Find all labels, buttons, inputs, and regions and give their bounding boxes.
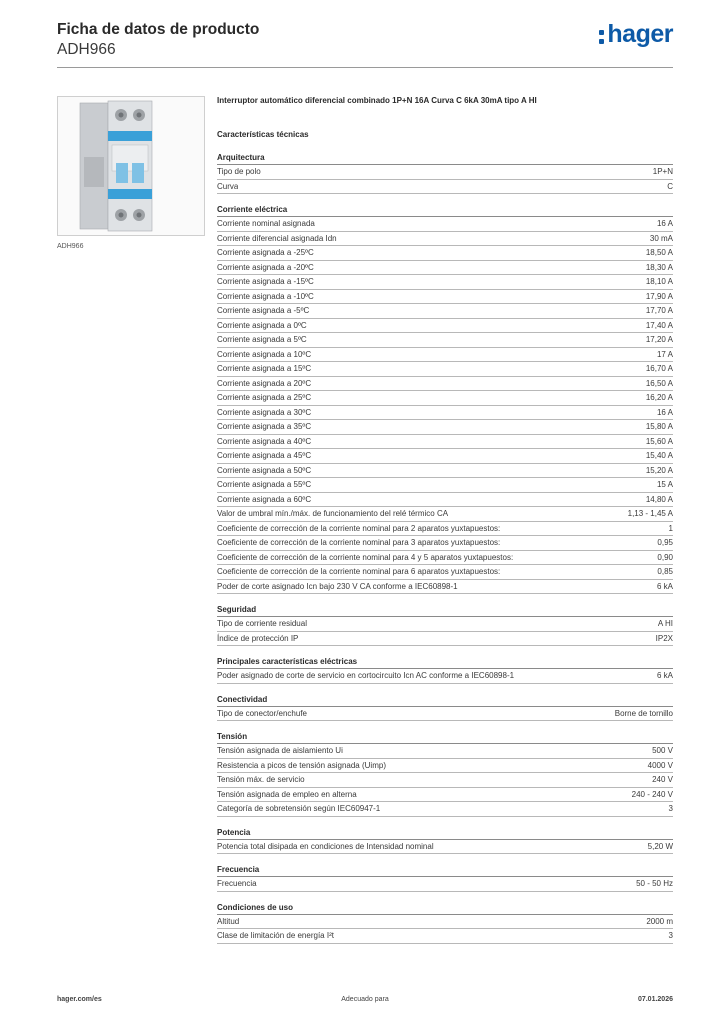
spec-value: IP2X — [655, 633, 673, 643]
page-title: Ficha de datos de producto — [57, 21, 260, 38]
spec-row — [217, 565, 673, 580]
section-title: Conectividad — [217, 693, 673, 707]
spec-value: 3 — [668, 931, 673, 940]
spec-value: 1P+N — [652, 167, 673, 176]
spec-label: Corriente diferencial asignada Idn — [217, 233, 337, 243]
page-header — [57, 20, 673, 60]
spec-label: Categoría de sobretensión según IEC60947-1 — [217, 804, 381, 813]
spec-label: Corriente asignada a -5ºC — [217, 306, 310, 315]
spec-section — [217, 655, 673, 684]
spec-label: Corriente asignada a 45ºC — [217, 451, 312, 460]
spec-section — [217, 151, 673, 194]
spec-row — [217, 759, 673, 774]
spec-label: Corriente nominal asignada — [217, 219, 315, 228]
spec-value: 14,80 A — [645, 494, 673, 504]
spec-value: 18,50 A — [645, 248, 673, 257]
spec-label: Tensión asignada de empleo en alterna — [217, 789, 357, 799]
spec-label: Tipo de corriente residual — [217, 619, 307, 628]
spec-label: Coeficiente de corrección de la corriente nominal para 2 aparatos yuxtapuestos: — [217, 523, 501, 533]
spec-row — [217, 522, 673, 537]
section-title: Tensión — [217, 730, 673, 744]
spec-row — [217, 580, 673, 595]
spec-row — [217, 304, 673, 319]
spec-label: Corriente asignada a -20ºC — [217, 262, 314, 272]
spec-label: Curva — [217, 181, 239, 191]
spec-value: 17,40 A — [645, 320, 673, 330]
spec-label: Corriente asignada a 15ºC — [217, 364, 312, 373]
spec-label: Coeficiente de corrección de la corriente nominal para 3 aparatos yuxtapuestos: — [217, 538, 501, 547]
spec-label: Corriente asignada a 55ºC — [217, 480, 312, 489]
spec-row — [217, 632, 673, 647]
spec-label: Corriente asignada a 30ºC — [217, 407, 312, 417]
spec-section — [217, 901, 673, 944]
spec-row — [217, 232, 673, 247]
spec-label: Altitud — [217, 916, 240, 926]
spec-label: Tipo de conector/enchufe — [217, 708, 307, 718]
spec-label: Corriente asignada a -25ºC — [217, 248, 314, 257]
spec-row — [217, 290, 673, 305]
spec-row — [217, 391, 673, 406]
spec-label: Corriente asignada a 60ºC — [217, 494, 312, 504]
spec-section — [217, 693, 673, 722]
spec-row — [217, 802, 673, 817]
spec-value: 30 mA — [649, 233, 673, 243]
spec-value: 1 — [668, 523, 673, 533]
spec-row — [217, 180, 673, 195]
spec-value: 15 A — [656, 480, 673, 489]
spec-row — [217, 773, 673, 788]
spec-label: Tensión asignada de aislamiento Ui — [217, 746, 343, 755]
spec-row — [217, 377, 673, 392]
spec-row — [217, 744, 673, 759]
spec-row — [217, 617, 673, 632]
spec-row — [217, 362, 673, 377]
spec-row — [217, 877, 673, 892]
spec-row — [217, 788, 673, 803]
spec-value: 16,20 A — [645, 393, 673, 402]
spec-label: Frecuencia — [217, 879, 257, 888]
header-divider — [57, 67, 673, 68]
product-image — [57, 96, 205, 236]
spec-value: 17 A — [656, 349, 673, 359]
spec-row — [217, 165, 673, 180]
footer-center-text: Adecuado para — [341, 996, 389, 1003]
spec-value: 500 V — [652, 746, 673, 755]
spec-label: Coeficiente de corrección de la corriente nominal para 4 y 5 aparatos yuxtapuestos: — [217, 552, 514, 562]
spec-value: 5,20 W — [647, 841, 673, 851]
spec-value: 17,90 A — [645, 291, 673, 301]
spec-sections — [217, 151, 673, 944]
spec-row — [217, 707, 673, 722]
spec-label: Tipo de polo — [217, 167, 261, 176]
spec-label: Corriente asignada a 20ºC — [217, 378, 312, 388]
spec-value: 6 kA — [656, 671, 673, 680]
spec-value: A HI — [657, 619, 673, 628]
section-title: Corriente eléctrica — [217, 203, 673, 217]
spec-label: Índice de protección IP — [217, 633, 299, 643]
spec-value: C — [667, 181, 673, 191]
spec-section — [217, 730, 673, 817]
spec-value: 0,85 — [657, 567, 673, 576]
spec-row — [217, 478, 673, 493]
spec-section — [217, 203, 673, 594]
image-caption: ADH966 — [57, 243, 84, 250]
spec-value: 15,60 A — [645, 436, 673, 446]
spec-value: 16,50 A — [645, 378, 673, 388]
spec-row — [217, 840, 673, 855]
spec-row — [217, 464, 673, 479]
spec-value: 0,90 — [657, 552, 673, 562]
section-title: Condiciones de uso — [217, 901, 673, 915]
spec-label: Corriente asignada a 50ºC — [217, 465, 312, 475]
spec-row — [217, 435, 673, 450]
spec-section — [217, 826, 673, 855]
spec-row — [217, 217, 673, 232]
footer-website: hager.com/es — [57, 996, 102, 1003]
spec-row — [217, 261, 673, 276]
spec-value: 3 — [668, 804, 673, 813]
spec-value: 0,95 — [657, 538, 673, 547]
spec-value: Borne de tornillo — [614, 708, 673, 718]
spec-value: 4000 V — [647, 760, 673, 770]
spec-value: 2000 m — [646, 916, 673, 926]
spec-row — [217, 915, 673, 930]
spec-value: 18,30 A — [645, 262, 673, 272]
spec-label: Resistencia a picos de tensión asignada (Uimp) — [217, 760, 386, 770]
spec-value: 16,70 A — [645, 364, 673, 373]
spec-label: Poder de corte asignado Icn bajo 230 V CA conforme a IEC60898-1 — [217, 581, 458, 591]
spec-label: Corriente asignada a 0ºC — [217, 320, 307, 330]
spec-value: 16 A — [656, 407, 673, 417]
spec-content — [217, 94, 673, 944]
spec-label: Potencia total disipada en condiciones de Intensidad nominal — [217, 841, 434, 851]
spec-row — [217, 551, 673, 566]
spec-value: 17,20 A — [645, 335, 673, 344]
spec-label: Tensión máx. de servicio — [217, 775, 305, 784]
logo-dots-icon — [599, 30, 604, 44]
spec-value: 15,20 A — [645, 465, 673, 475]
spec-label: Corriente asignada a -15ºC — [217, 277, 314, 286]
product-description: Interruptor automático diferencial combinado 1P+N 16A Curva C 6kA 30mA tipo A HI — [217, 96, 537, 105]
spec-row — [217, 929, 673, 944]
spec-section — [217, 603, 673, 646]
section-title: Principales características eléctricas — [217, 655, 673, 669]
spec-label: Corriente asignada a 5ºC — [217, 335, 307, 344]
spec-value: 15,40 A — [645, 451, 673, 460]
spec-label: Valor de umbral mín./máx. de funcionamiento del relé térmico CA — [217, 509, 449, 518]
spec-value: 17,70 A — [645, 306, 673, 315]
hager-logo — [599, 20, 673, 49]
section-title: Potencia — [217, 826, 673, 840]
spec-label: Corriente asignada a 40ºC — [217, 436, 312, 446]
spec-row — [217, 493, 673, 508]
spec-value: 16 A — [656, 219, 673, 228]
spec-value: 240 V — [652, 775, 673, 784]
tech-characteristics-title: Características técnicas — [217, 130, 309, 139]
spec-row — [217, 319, 673, 334]
section-title: Frecuencia — [217, 863, 673, 877]
spec-label: Clase de limitación de energía I²t — [217, 931, 334, 940]
spec-value: 6 kA — [656, 581, 673, 591]
spec-value: 50 - 50 Hz — [636, 879, 673, 888]
spec-label: Corriente asignada a 10ºC — [217, 349, 312, 359]
spec-label: Poder asignado de corte de servicio en cortocircuito Icn AC conforme a IEC60898-1 — [217, 671, 515, 680]
spec-label: Corriente asignada a 35ºC — [217, 422, 312, 431]
spec-value: 18,10 A — [645, 277, 673, 286]
circuit-breaker-icon — [58, 97, 204, 235]
footer-date: 07.01.2026 — [637, 996, 673, 1003]
spec-value: 1,13 - 1,45 A — [627, 509, 673, 518]
spec-value: 15,80 A — [645, 422, 673, 431]
spec-row — [217, 333, 673, 348]
spec-label: Corriente asignada a -10ºC — [217, 291, 314, 301]
spec-row — [217, 275, 673, 290]
section-title: Seguridad — [217, 603, 673, 617]
spec-row — [217, 348, 673, 363]
spec-row — [217, 246, 673, 261]
spec-value: 240 - 240 V — [631, 789, 673, 799]
spec-row — [217, 449, 673, 464]
spec-row — [217, 507, 673, 522]
spec-label: Corriente asignada a 25ºC — [217, 393, 312, 402]
spec-row — [217, 406, 673, 421]
section-title: Arquitectura — [217, 151, 673, 165]
logo-text: hager — [607, 20, 673, 48]
spec-section — [217, 863, 673, 892]
spec-row — [217, 669, 673, 684]
spec-row — [217, 420, 673, 435]
spec-row — [217, 536, 673, 551]
spec-label: Coeficiente de corrección de la corriente nominal para 6 aparatos yuxtapuestos: — [217, 567, 501, 576]
product-code: ADH966 — [57, 41, 116, 58]
